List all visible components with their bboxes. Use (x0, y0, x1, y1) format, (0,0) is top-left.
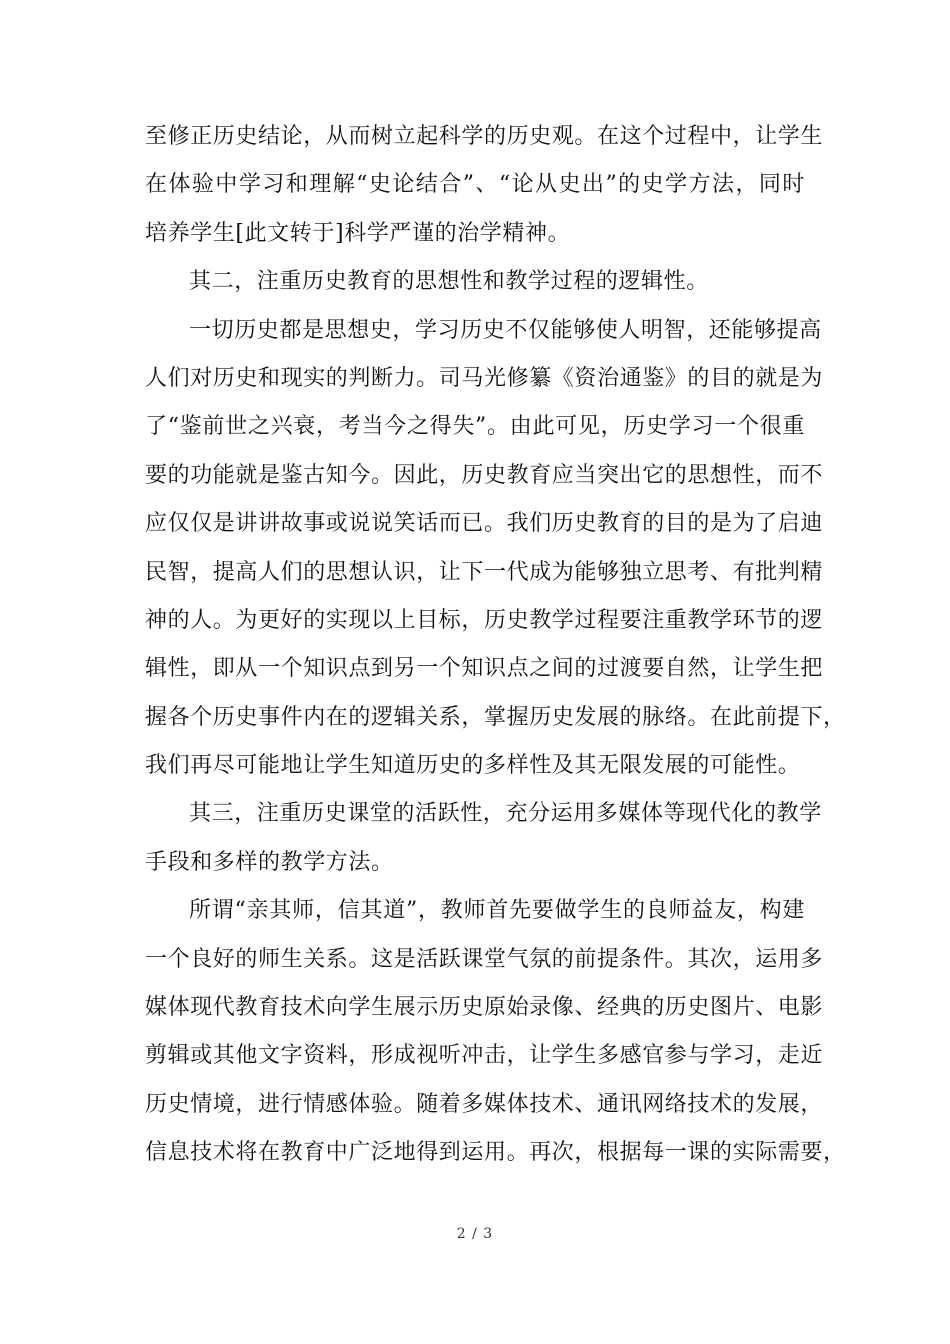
text-line: 一切历史都是思想史，学习历史不仅能够使人明智，还能够提高 (189, 317, 822, 343)
text-line: 剪辑或其他文字资料，形成视听冲击，让学生多感官参与学习，走近 (145, 1043, 824, 1069)
paragraph-heading: 其二，注重历史教育的思想性和教学过程的逻辑性。 (189, 269, 709, 295)
text-line: 信息技术将在教育中广泛地得到运用。再次，根据每一课的实际需要， (145, 1140, 846, 1166)
text-line: 民智，提高人们的思想认识，让下一代成为能够独立思考、有批判精 (145, 559, 824, 585)
body-text (145, 113, 846, 1178)
paragraph-heading: 其三，注重历史课堂的活跃性，充分运用多媒体等现代化的教学 (189, 801, 822, 827)
text-line: 了“鉴前世之兴衰，考当今之得失”。由此可见，历史学习一个很重 (145, 414, 805, 440)
text-line: 培养学生[此文转于]科学严谨的治学精神。 (145, 220, 571, 246)
text-line: 神的人。为更好的实现以上目标，历史教学过程要注重教学环节的逻 (145, 607, 824, 633)
text-line: 人们对历史和现实的判断力。司马光修纂《资治通鉴》的目的就是为 (145, 365, 824, 391)
text-line: 媒体现代教育技术向学生展示历史原始录像、经典的历史图片、电影 (145, 995, 824, 1021)
text-line: 要的功能就是鉴古知今。因此，历史教育应当突出它的思想性，而不 (145, 462, 824, 488)
text-line: 手段和多样的教学方法。 (145, 849, 394, 875)
text-line: 我们再尽可能地让学生知道历史的多样性及其无限发展的可能性。 (145, 753, 801, 779)
text-line: 应仅仅是讲讲故事或说说笑话而已。我们历史教育的目的是为了启迪 (145, 511, 824, 537)
page-number: 2 / 3 (456, 1226, 494, 1242)
text-line: 历史情境，进行情感体验。随着多媒体技术、通讯网络技术的发展， (145, 1091, 824, 1117)
text-line: 一个良好的师生关系。这是活跃课堂气氛的前提条件。其次，运用多 (145, 946, 824, 972)
text-line: 至修正历史结论，从而树立起科学的历史观。在这个过程中，让学生 (145, 124, 824, 149)
text-line: 在体验中学习和理解“史论结合”、“论从史出”的史学方法，同时 (145, 172, 805, 198)
text-line: 所谓“亲其师，信其道”，教师首先要做学生的良师益友，构建 (189, 898, 805, 924)
text-line: 辑性，即从一个知识点到另一个知识点之间的过渡要自然，让学生把 (145, 656, 824, 682)
text-line: 握各个历史事件内在的逻辑关系，掌握历史发展的脉络。在此前提下， (145, 704, 846, 730)
